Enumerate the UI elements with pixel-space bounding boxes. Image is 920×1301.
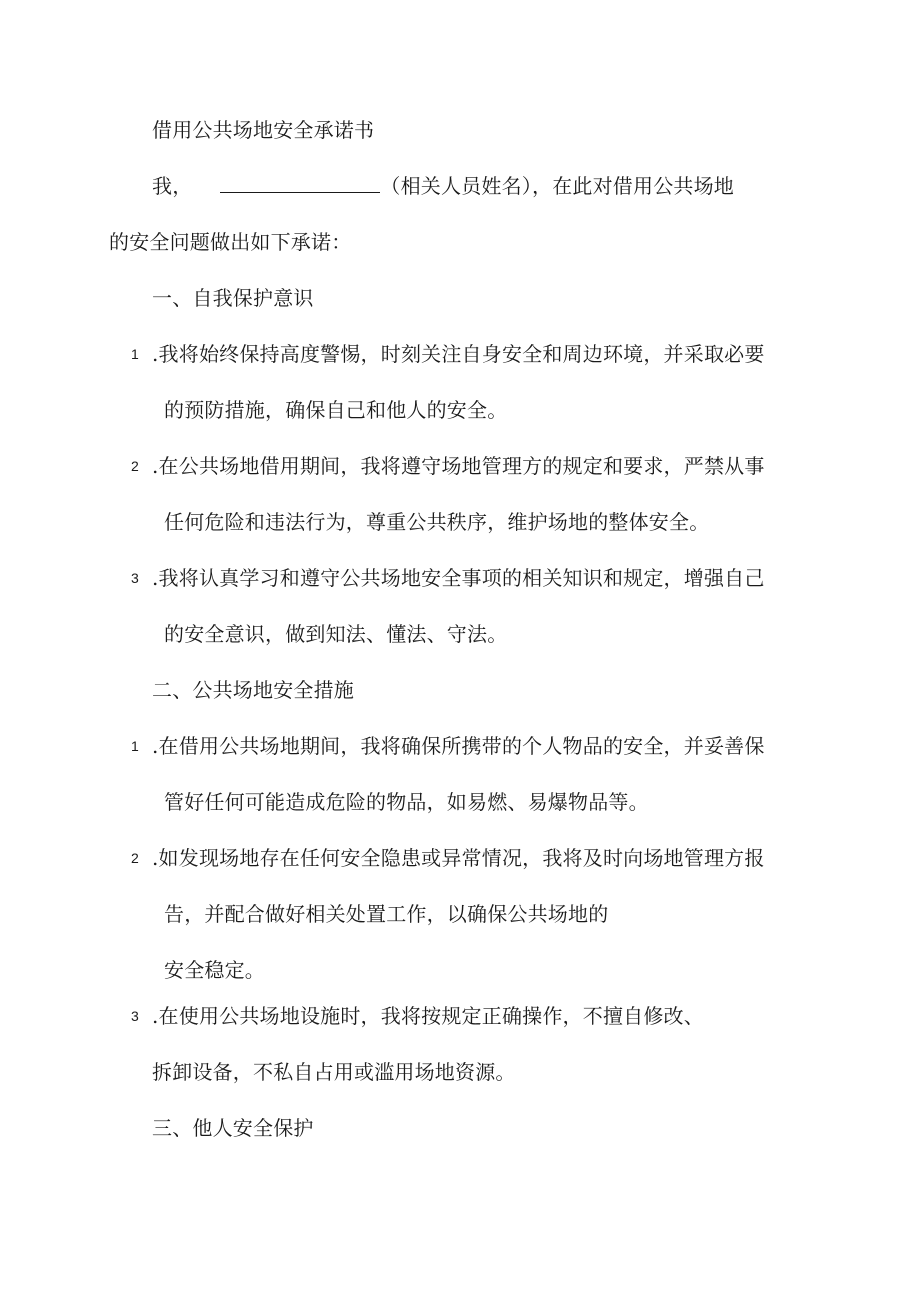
pledge-start: 我， (152, 174, 193, 198)
item-line: .我将认真学习和遵守公共场地安全事项的相关知识和规定，增强自己 (152, 566, 765, 590)
section-heading: 三、他人安全保护 (152, 1116, 314, 1140)
item-number: 3 (131, 1008, 139, 1024)
item-line: .在使用公共场地设施时，我将按规定正确操作，不擅自修改、 (152, 1004, 704, 1028)
item-line: 管好任何可能造成危险的物品，如易燃、易爆物品等。 (164, 790, 649, 814)
item-line: 告，并配合做好相关处置工作，以确保公共场地的 (164, 902, 609, 926)
document-title: 借用公共场地安全承诺书 (152, 118, 375, 142)
item-number: 1 (131, 346, 139, 362)
item-line: .如发现场地存在任何安全隐患或异常情况，我将及时向场地管理方报 (152, 846, 765, 870)
item-line: 的安全意识，做到知法、懂法、守法。 (164, 622, 508, 646)
name-hint: （相关人员姓名），在此对借用公共场地 (380, 174, 735, 198)
section-heading: 一、自我保护意识 (152, 286, 314, 310)
item-line: .在公共场地借用期间，我将遵守场地管理方的规定和要求，严禁从事 (152, 454, 765, 478)
item-line: .我将始终保持高度警惕，时刻关注自身安全和周边环境，并采取必要 (152, 342, 765, 366)
section-heading: 二、公共场地安全措施 (152, 678, 354, 702)
item-line: 拆卸设备，不私自占用或滥用场地资源。 (152, 1060, 516, 1084)
item-line: .在借用公共场地期间，我将确保所携带的个人物品的安全，并妥善保 (152, 734, 765, 758)
item-number: 2 (131, 850, 139, 866)
item-number: 3 (131, 570, 139, 586)
intro-line-2: 的安全问题做出如下承诺： (109, 230, 352, 254)
item-line: 的预防措施，确保自己和他人的安全。 (164, 398, 508, 422)
intro-line-1 (152, 174, 734, 198)
name-blank (220, 174, 380, 193)
item-number: 2 (131, 458, 139, 474)
item-line: 任何危险和违法行为，尊重公共秩序，维护场地的整体安全。 (164, 510, 710, 534)
item-number: 1 (131, 738, 139, 754)
item-line: 安全稳定。 (164, 958, 265, 982)
